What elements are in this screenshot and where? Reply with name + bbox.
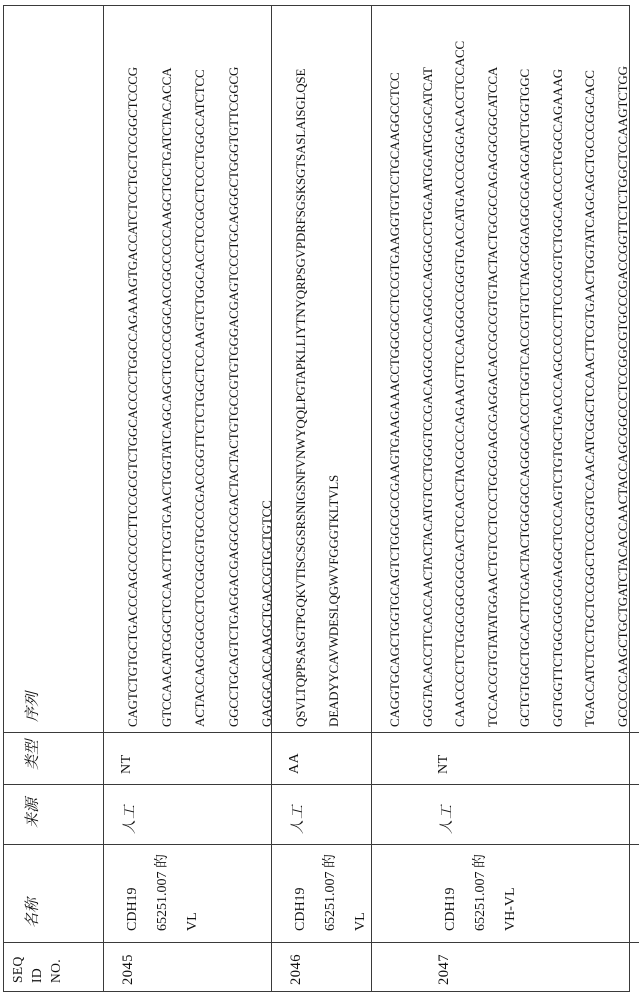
row-2047-sequence: CAGGTGCAGCTGGTGCAGTCTGGCGCCGAAGTGAAGAAACCTGGCGCCTCCGTGAAGGTGTCCTGCAAGGCCTCC GGGTACACCTTCACCAACTACTACATGTCCTGGGTCCGACAGGCCCCAGGCCAGGGCCTGGAATGGATGGGCATCAT CAACCCCTCTGGCGGCGGCGACTCCACCTACGCCCAGAAGTTCCAGGGCCGGGTGACCATGACCCGGGACACCTCCACC TCCACCGTGTATATGGAACTGTCCTCCCTGCGGAGCGAGGACACCGCCGTGTACTACTGCGCCAGAGGCGGCATCCA GCTGTGGCTGCACTTCGACTACTGGGGCCAGGGCACCCTGGTCACCGTGTCTAGCGGAGGCGGAGGATCTGGTGGC GGTGGTTCTGGCGGCGGAGGCTCCCAGTCTGTGCTGACCCAGCCCCCTTCCGCGTCTGGCACCCCTGGCCAGAAAG TGACCATCTCCTGCTCCGGCTCCCGGTCCAACATCGGCTCCAACTTCGTGAACTGGTATCAGCAGCTGCCCGGCACC GCCCCCAAGCTGCTGATCTACACCAACTACCAGCGGCCCTCCGGCGTGCCCGACCGGTTCTCTGGCTCCAAGTCTGG xyxy=(387,41,630,727)
row-2047-type: NT xyxy=(372,732,639,784)
row-2045-seq-id: 2045 xyxy=(104,942,272,991)
row-2046-source: 人工 xyxy=(272,784,372,844)
row-2045-name: CDH19 65251.007 的 VL xyxy=(104,844,272,942)
row-2046-name: CDH19 65251.007 的 VL xyxy=(272,844,372,942)
row-2045-source: 人工 xyxy=(104,784,272,844)
sequence-listing-table xyxy=(3,5,630,992)
row-2047-name: CDH19 65251.007 的 VH-VL xyxy=(372,844,639,942)
row-2046-seq-id: 2046 xyxy=(272,942,372,991)
header-type: 类型 xyxy=(4,732,104,784)
row-2046-type: AA xyxy=(272,732,372,784)
header-sequence: 序列 xyxy=(4,6,104,732)
header-source: 来源 xyxy=(4,784,104,844)
row-2047-source: 人工 xyxy=(372,784,639,844)
row-2046-sequence: QSVLTQPPSASGTPGQKVTISCSGSRSNIGSNFVNWYQQLPGTAPKLLIYTNYQRPSGVPDRFSGSKSGTSASLAISGLQSE DEADYYCAVWDESLQGWVFGGGTKLTVLS xyxy=(272,6,372,732)
header-name: 名称 xyxy=(4,844,104,942)
header-seq-id-no: SEQ ID NO. xyxy=(4,942,104,991)
row-2045-type: NT xyxy=(104,732,272,784)
row-2045-sequence: CAGTCTGTGCTGACCCAGCCCCCTTCCGCGTCTGGCACCCCTGGCCAGAAAGTGACCATCTCCTGCTCCGGCTCCCG GTCCAACATCGGCTCCAACTTCGTGAACTGGTATCAGCAGCTGCCCGGCACCGCCCCCAAGCTGCTGATCTACACCA ACTACCAGCGGCCCTCCGGCGTGCCCGACCGGTTCTCTGGCTCCAAGTCTGGCACCTCCGCCTCCCTGGCCATCTCC GGCCTGCAGTCTGAGGACGAGGCCGACTACTACTGTGCCGTGTGGGACGAGTCCCTGCAGGGCTGGGTGTTCGGCG GAGGCACCAAGCTGACCGTGCTGTCC xyxy=(104,6,272,732)
row-2047-seq-id: 2047 xyxy=(372,942,639,991)
